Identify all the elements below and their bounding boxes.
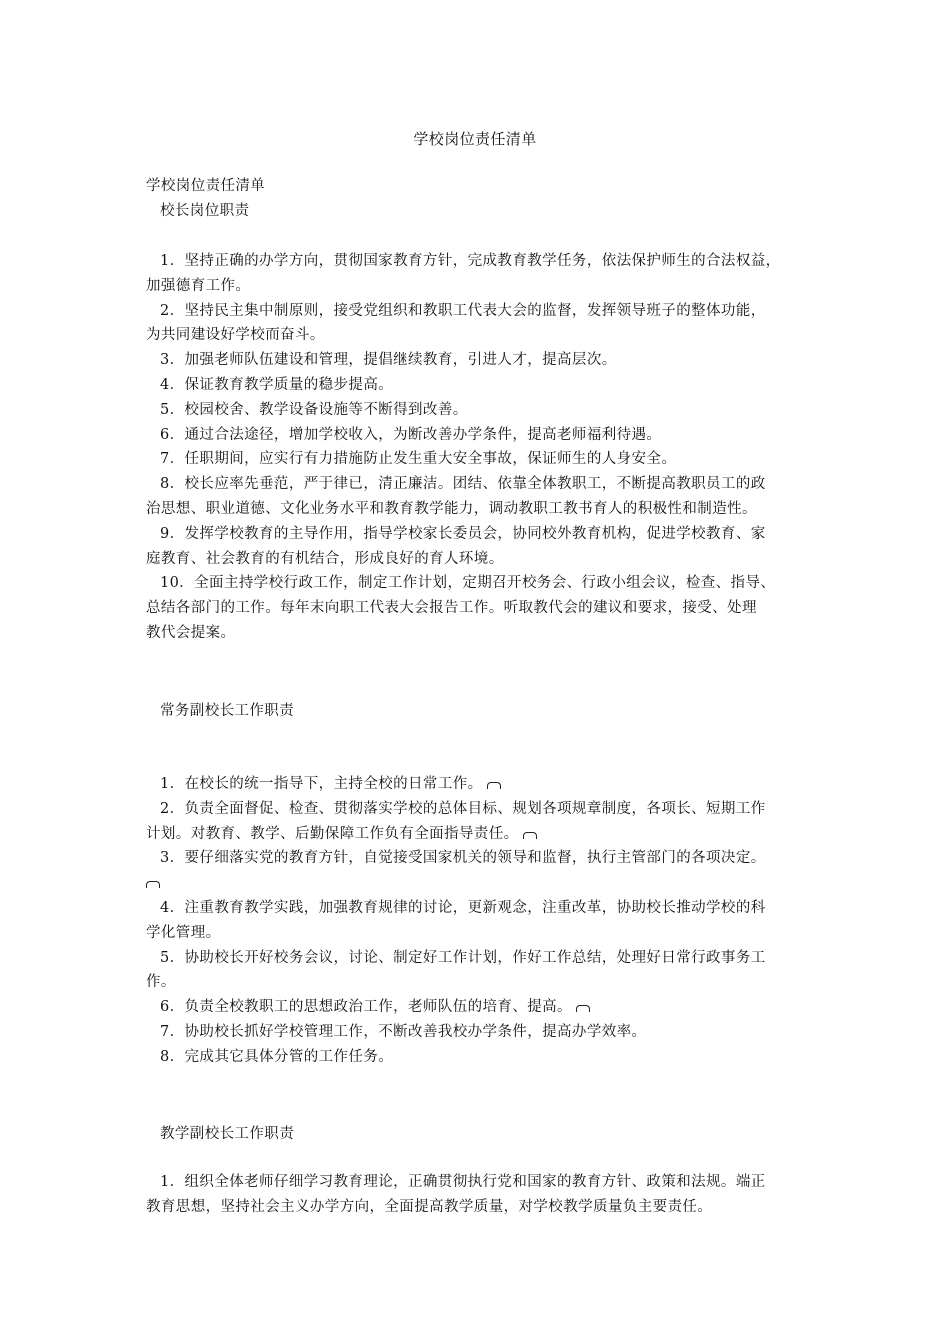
- bracket-mark-icon: [523, 832, 537, 839]
- section-academic-vice-principal-duties: [146, 1170, 818, 1220]
- list-item: 10．全面主持学校行政工作，制定工作计划，定期召开校务会、行政小组会议，检查、指导、: [160, 575, 776, 592]
- list-item: 9．发挥学校教育的主导作用，指导学校家长委员会，协同校外教育机构，促进学校教育、家: [160, 525, 766, 542]
- list-item: 3．要仔细落实党的教育方针，自觉接受国家机关的领导和监督，执行主管部门的各项决定。: [160, 850, 766, 867]
- document-title: 学校岗位责任清单: [413, 130, 537, 148]
- list-item: 3．加强老师队伍建设和管理，提倡继续教育，引进人才，提高层次。: [160, 352, 617, 369]
- bracket-mark-icon: [487, 782, 501, 789]
- list-item: 5．协助校长开好校务会议，讨论、制定好工作计划，作好工作总结，处理好日常行政事务工: [160, 949, 766, 966]
- list-item: 学化管理。: [146, 924, 221, 941]
- list-item: 2．负责全面督促、检查、贯彻落实学校的总体目标、规划各项规章制度，各项长、短期工作: [160, 800, 766, 817]
- bracket-mark-icon: [576, 1005, 590, 1012]
- list-item: [146, 871, 818, 896]
- section-heading-block-3: [146, 1122, 818, 1147]
- list-item: 加强德育工作。: [146, 277, 251, 294]
- list-item: 作。: [146, 974, 176, 991]
- list-item: 1．坚持正确的办学方向，贯彻国家教育方针，完成教育教学任务，依法保护师生的合法权益，: [160, 253, 781, 269]
- section-heading-block-2: [146, 699, 818, 724]
- header-block: [146, 174, 818, 224]
- document-subtitle: 学校岗位责任清单: [146, 178, 266, 194]
- list-item: 1．组织全体老师仔细学习教育理论，正确贯彻执行党和国家的教育方针、政策和法规。端正: [160, 1174, 766, 1190]
- list-item: 4．注重教育教学实践，加强教育规律的讨论，更新观念，注重改革，协助校长推动学校的科: [160, 899, 766, 916]
- list-item: 4．保证教育教学质量的稳步提高。: [160, 376, 394, 393]
- list-item: 5．校园校舍、教学设备设施等不断得到改善。: [160, 401, 468, 418]
- list-item: 2．坚持民主集中制原则，接受党组织和教职工代表大会的监督，发挥领导班子的整体功能，: [160, 302, 766, 319]
- list-item: 教代会提案。: [146, 624, 236, 641]
- list-item: 治思想、职业道德、文化业务水平和教育教学能力，调动教职工教书育人的积极性和制造性。: [146, 500, 757, 517]
- list-item: 教育思想，坚持社会主义办学方向，全面提高教学质量，对学校教学质量负主要责任。: [146, 1198, 713, 1215]
- bracket-mark-icon: [146, 881, 160, 888]
- list-item: 庭教育、社会教育的有机结合，形成良好的育人环境。: [146, 550, 504, 567]
- list-item: 7．任职期间，应实行有力措施防止发生重大安全事故，保证师生的人身安全。: [160, 451, 677, 468]
- section-heading-executive-vice-principal: 常务副校长工作职责: [160, 703, 295, 719]
- list-item: 8．完成其它具体分管的工作任务。: [160, 1048, 394, 1065]
- list-item: 为共同建设好学校而奋斗。: [146, 327, 325, 344]
- list-item: 8．校长应率先垂范，严于律已，清正廉洁。团结、依靠全体教职工，不断提高教职员工的政: [160, 476, 766, 493]
- list-item: 计划。对教育、教学、后勤保障工作负有全面指导责任。: [146, 822, 818, 847]
- list-item: 总结各部门的工作。每年末向职工代表大会报告工作。听取教代会的建议和要求，接受、处理: [146, 600, 757, 617]
- list-item: 1．在校长的统一指导下，主持全校的日常工作。: [146, 772, 818, 797]
- list-item: 6．通过合法途径，增加学校收入，为断改善办学条件，提高老师福利待遇。: [160, 426, 662, 443]
- section-heading-academic-vice-principal: 教学副校长工作职责: [160, 1126, 295, 1142]
- section-executive-vice-principal-duties: [146, 772, 818, 1070]
- section-principal-duties: [146, 249, 818, 646]
- list-item: 7．协助校长抓好学校管理工作，不断改善我校办学条件，提高办学效率。: [160, 1023, 647, 1040]
- list-item: 6．负责全校教职工的思想政治工作，老师队伍的培育、提高。: [146, 995, 818, 1020]
- section-heading-principal: 校长岗位职责: [160, 202, 250, 219]
